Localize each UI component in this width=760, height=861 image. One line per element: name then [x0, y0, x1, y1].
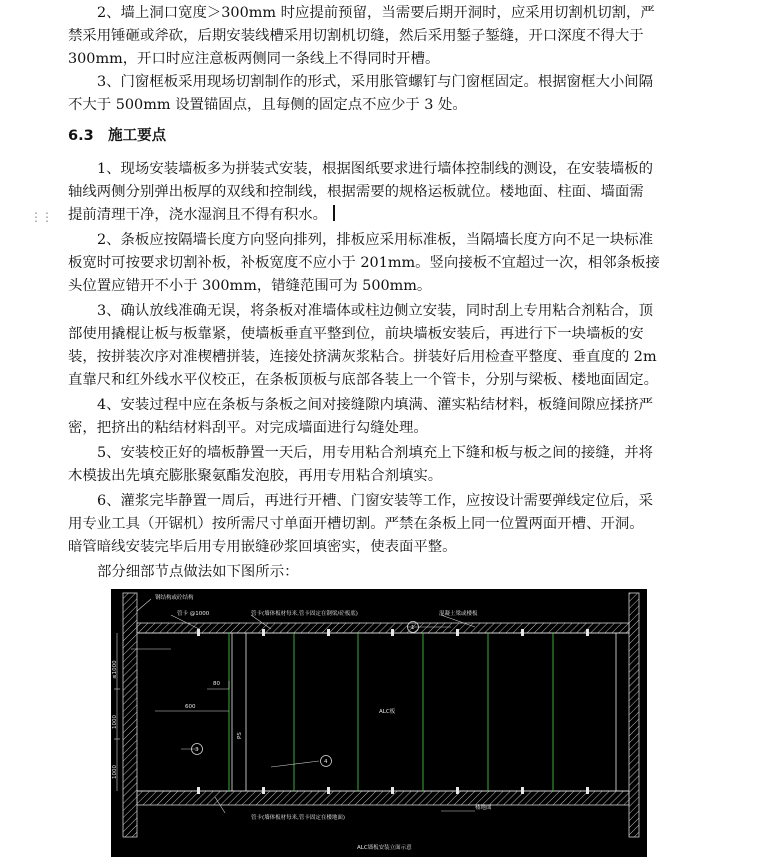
item-2-line1: 2、条板应按隔墙长度方向竖向排列，排板应采用标准板，当隔墙长度方向不足一块标准 [97, 232, 654, 248]
label-floor: 楼地面 [475, 805, 492, 811]
item-2-line3: 头位置应错开不小于 300mm，错缝范围可为 500mm。 [68, 278, 432, 294]
item-3-line2: 部使用撬棍让板与板靠紧，使墙板垂直平整到位，前块墙板安装后，再进行下一块墙板的安 [68, 326, 644, 342]
dim-left-bot: 1000 [112, 765, 118, 779]
item-1-line2: 轴线两侧分别弹出板厚的双线和控制线，根据需要的规格运板就位。楼地面、柱面、墙面需 [68, 184, 644, 200]
text-cursor [333, 205, 335, 221]
figure-intro: 部分细部节点做法如下图所示： [97, 564, 299, 580]
item-5-line2: 木模拔出先填充膨胀聚氨酯发泡胶，再用专用粘合剂填实。 [68, 468, 443, 484]
dim-left-top: ≤1000 [112, 660, 118, 679]
paragraph-door-frame-line2: 不大于 500mm 设置锚固点，且每侧的固定点不应少于 3 处。 [68, 97, 467, 113]
item-4-line2: 密，把挤出的粘结材料刮平。对完成墙面进行勾缝处理。 [68, 420, 428, 436]
paragraph-door-frame: 3、门窗框板采用现场切割制作的形式，采用胀管螺钉与门窗框固定。根据窗框大小间隔 [97, 74, 654, 90]
label-bottom-note: 管卡(墙体板材每米,管卡固定在楼地面) [251, 815, 346, 821]
left-structure-hatch [123, 593, 137, 837]
item-2-line2: 板宽时可按要求切割补板，补板宽度不应小于 201mm。竖向接板不宜超过一次，相邻条板接 [68, 255, 660, 271]
floor-slab-hatch [137, 791, 629, 805]
cad-drawing-svg [111, 589, 647, 857]
item-3-line3: 装，按拼装次序对准楔槽拼装，连接处挤满灰浆粘合。拼装好后用检查平整度、垂直度的 2m [68, 349, 657, 365]
label-caption: ALC墙板安装立面示意 [357, 845, 412, 851]
dim-80: 80 [213, 681, 220, 687]
label-top-note: 管卡(墙体板材每米,管卡固定在钢梁/砼板底) [251, 611, 358, 617]
label-pipe-card: 管卡 @1000 [177, 611, 210, 617]
right-structure-hatch [629, 593, 639, 837]
item-4-line1: 4、安装过程中应在条板与条板之间对接缝隙内填满、灌实粘结材料，板缝间隙应揉挤严 [97, 397, 654, 413]
callout-3: 3 [195, 747, 199, 753]
item-3-line1: 3、确认放线准确无误，将条板对准墙体或柱边侧立安装，同时刮上专用粘合剂粘合，顶 [97, 303, 654, 319]
cad-detail-drawing [111, 589, 647, 857]
dim-ps: PS [237, 732, 243, 739]
callout-1: 1 [411, 625, 415, 631]
item-5-line1: 5、安装校正好的墙板静置一天后，用专用粘合剂填充上下缝和板与板之间的接缝，并将 [97, 445, 654, 461]
item-3-line4: 直靠尺和红外线水平仪校正，在条板顶板与底部各装上一个管卡，分别与梁板、楼地面固定。 [68, 372, 659, 388]
label-top-right: 混凝土梁或楼板 [439, 611, 478, 617]
item-1-line1: 1、现场安装墙板多为拼装式安装，根据图纸要求进行墙体控制线的测设，在安装墙板的 [97, 161, 654, 177]
item-1-line3[interactable]: 提前清理干净，浇水湿润且不得有积水。 [68, 204, 690, 227]
paragraph-hole-width-line3: 300mm，开口时应注意板两侧同一条线上不得同时开槽。 [68, 51, 440, 67]
callout-4: 4 [324, 759, 328, 765]
section-heading: 6.3 施工要点 [68, 128, 167, 144]
item-6-line3: 暗管暗线安装完毕后用专用嵌缝砂浆回填密实，使表面平整。 [68, 539, 457, 555]
label-center-panel: ALC板 [379, 709, 396, 715]
dim-left-mid: 1000 [112, 715, 118, 729]
paragraph-hole-width: 2、墙上洞口宽度＞300mm 时应提前预留，当需要后期开洞时，应采用切割机切割，严 [97, 5, 655, 21]
drag-handle-icon[interactable]: ⋮⋮ [30, 210, 52, 224]
item-6-line2: 用专业工具（开锯机）按所需尺寸单面开槽切割。严禁在条板上同一位置两面开槽、开洞。 [68, 516, 644, 532]
dim-600: 600 [185, 704, 196, 710]
top-beam-hatch [137, 623, 629, 633]
label-top-left: 钢结构或砼结构 [155, 595, 194, 601]
paragraph-hole-width-line2: 禁采用锤砸或斧砍，后期安装线槽采用切割机切缝，然后采用錾子錾缝，开口深度不得大于 [68, 28, 644, 44]
item-6-line1: 6、灌浆完毕静置一周后，再进行开槽、门窗安装等工作，应按设计需要弹线定位后，采 [97, 493, 654, 509]
